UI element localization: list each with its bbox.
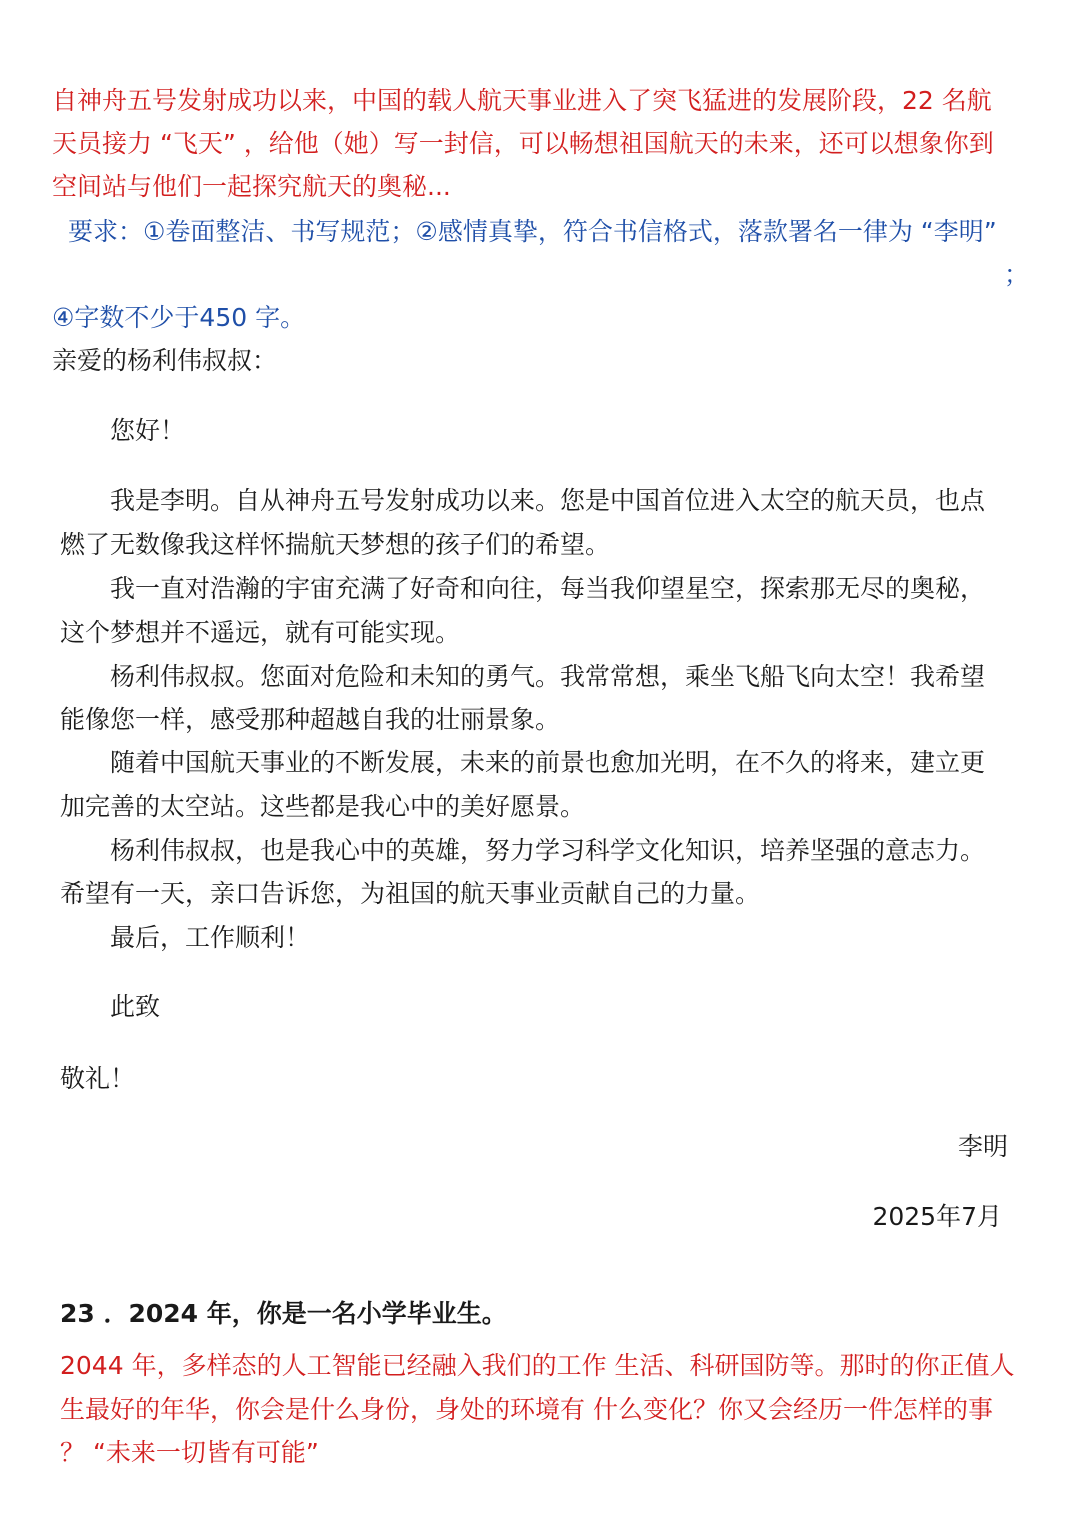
letter-signature: 李明 [957,1132,1008,1161]
question-23-line: ？ “未来一切皆有可能” [60,1438,319,1467]
letter-paragraph-line: 我是李明。自从神舟五号发射成功以来。您是中国首位进入太空的航天员，也点 [110,486,986,515]
question-23-heading: 23 ．2024 年，你是一名小学毕业生。 [60,1299,507,1328]
letter-paragraph-line: 能像您一样，感受那种超越自我的壮丽景象。 [60,705,561,734]
letter-paragraph-line: 杨利伟叔叔，也是我心中的英雄，努力学习科学文化知识，培养坚强的意志力。 [110,836,986,865]
letter-closing-2: 敬礼！ [60,1064,136,1093]
prompt-line-2: 天员接力 “飞天” ，给他（她）写一封信，可以畅想祖国航天的未来，还可以想象你到 [52,129,994,158]
question-23-line: 2044 年，多样态的人工智能已经融入我们的工作 生活、科研国防等。那时的你正值人 [60,1351,1015,1380]
requirements-semicolon: ； [1004,260,1030,289]
letter-paragraph-line: 随着中国航天事业的不断发展，未来的前景也愈加光明，在不久的将来，建立更 [110,748,986,777]
letter-salutation: 亲爱的杨利伟叔叔： [52,346,278,375]
prompt-line-1: 自神舟五号发射成功以来，中国的载人航天事业进入了突飞猛进的发展阶段，22 名航 [52,86,992,115]
question-23-line: 生最好的年华，你会是什么身份，身处的环境有 什么变化？你又会经历一件怎样的事 [60,1395,993,1424]
letter-greeting: 您好！ [110,416,186,445]
letter-paragraph-line: 希望有一天，亲口告诉您，为祖国的航天事业贡献自己的力量。 [60,879,761,908]
letter-paragraph-line: 最后，工作顺利！ [110,923,311,952]
letter-paragraph-line: 燃了无数像我这样怀揣航天梦想的孩子们的希望。 [60,530,611,559]
letter-paragraph-line: 这个梦想并不遥远，就有可能实现。 [60,618,461,647]
prompt-line-3: 空间站与他们一起探究航天的奥秘... [52,172,451,201]
letter-paragraph-line: 我一直对浩瀚的宇宙充满了好奇和向往，每当我仰望星空，探索那无尽的奥秘， [110,574,986,603]
requirements-line-1: 要求：①卷面整洁、书写规范；②感情真挚，符合书信格式，落款署名一律为 “李明” [68,217,997,246]
letter-date: 2025年7月 [872,1202,1002,1231]
letter-paragraph-line: 加完善的太空站。这些都是我心中的美好愿景。 [60,792,586,821]
requirements-line-3: ④字数不少于450 字。 [52,303,306,332]
letter-paragraph-line: 杨利伟叔叔。您面对危险和未知的勇气。我常常想，乘坐飞船飞向太空！我希望 [110,662,986,691]
letter-closing-1: 此致 [110,992,161,1021]
